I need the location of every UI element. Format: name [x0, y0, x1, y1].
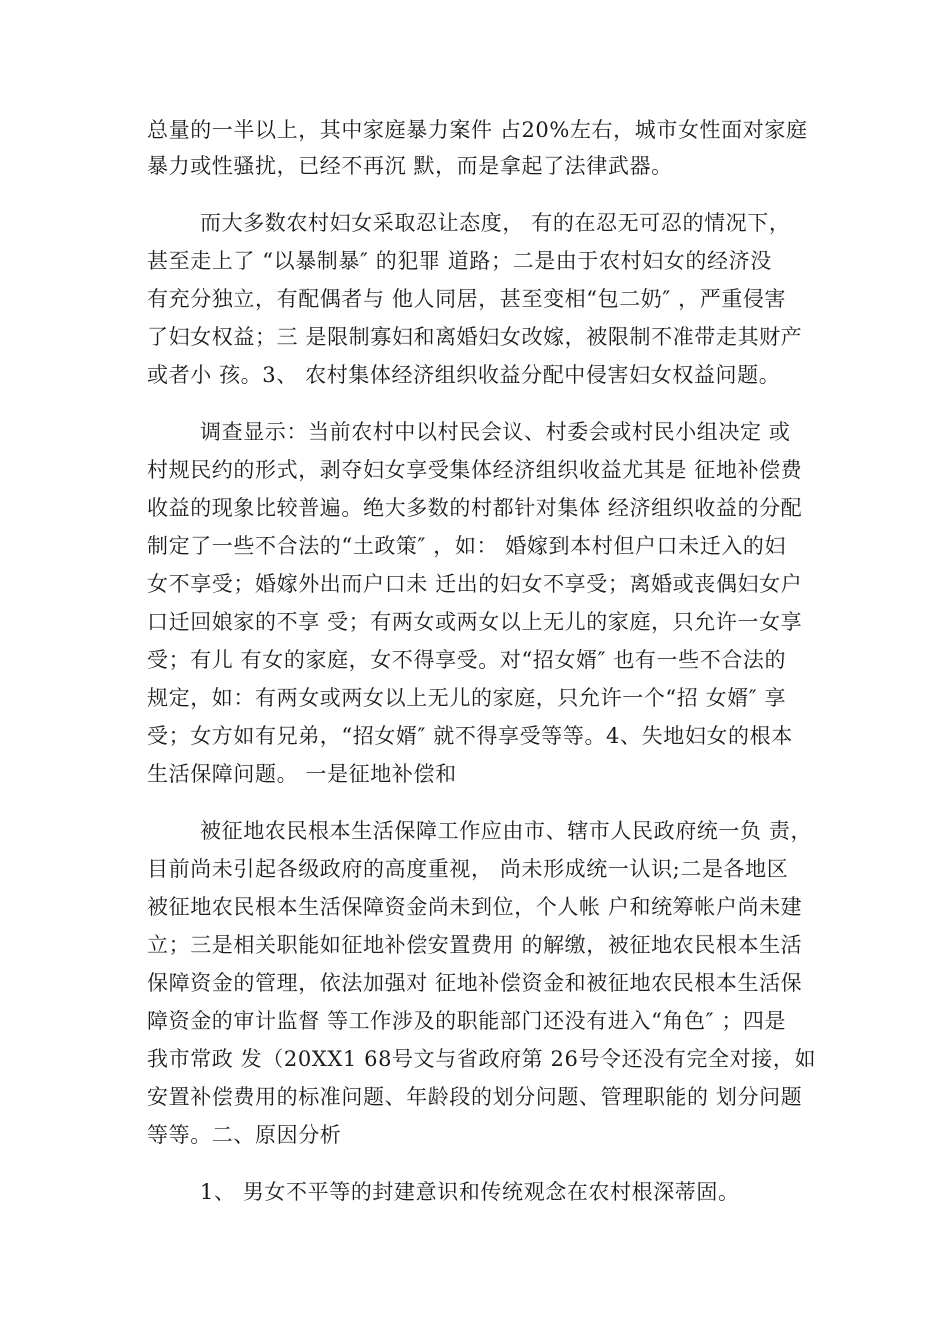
text-line: 被征地农民根本生活保障工作应由市、辖市人民政府统一负 责， — [200, 819, 813, 843]
text-line: 等等。二、原因分析 — [147, 1123, 342, 1147]
text-line: 立；三是相关职能如征地补偿安置费用 的解缴，被征地农民根本生活 — [147, 933, 803, 957]
text-line: 障资金的审计监督 等工作涉及的职能部门还没有进入“角色″ ；四是 — [147, 1009, 787, 1033]
text-line: 口迁回娘家的不享 受；有两女或两女以上无儿的家庭，只允许一女享 — [147, 610, 803, 634]
text-line: 制定了一些不合法的“土政策″ ，如： 婚嫁到本村但户口未迁入的妇 — [147, 534, 787, 558]
text-line: 我市常政 发（20XX1 68号文与省政府第 26号令还没有完全对接，如 — [147, 1047, 817, 1071]
text-line: 有充分独立，有配偶者与 他人同居，甚至变相“包二奶″ ，严重侵害 — [147, 287, 787, 311]
text-line: 收益的现象比较普遍。绝大多数的村都针对集体 经济组织收益的分配 — [147, 496, 803, 520]
text-line: 目前尚未引起各级政府的高度重视， 尚未形成统一认识;二是各地区 — [147, 857, 789, 881]
text-line: 规定，如：有两女或两女以上无儿的家庭，只允许一个“招 女婿″ 享 — [147, 686, 787, 710]
text-line: 了妇女权益；三 是限制寡妇和离婚妇女改嫁，被限制不准带走其财产 — [147, 325, 803, 349]
text-line: 调查显示：当前农村中以村民会议、村委会或村民小组决定 或 — [200, 420, 791, 444]
text-line: 暴力或性骚扰，已经不再沉 默，而是拿起了法律武器。 — [147, 154, 673, 178]
text-line: 安置补偿费用的标准问题、年龄段的划分问题、管理职能的 划分问题 — [147, 1085, 803, 1109]
text-line: 保障资金的管理，依法加强对 征地补偿资金和被征地农民根本生活保 — [147, 971, 803, 995]
text-line: 总量的一半以上，其中家庭暴力案件 占20%左右，城市女性面对家庭 — [147, 118, 808, 142]
text-line: 生活保障问题。 一是征地补偿和 — [147, 762, 457, 786]
text-line: 或者小 孩。3、 农村集体经济组织收益分配中侵害妇女权益问题。 — [147, 363, 781, 387]
text-line: 受；女方如有兄弟，“招女婿″ 就不得享受等等。4、失地妇女的根本 — [147, 724, 793, 748]
text-line: 甚至走上了 “以暴制暴″ 的犯罪 道路；二是由于农村妇女的经济没 — [147, 249, 772, 273]
text-line: 被征地农民根本生活保障资金尚未到位，个人帐 户和统筹帐户尚未建 — [147, 895, 803, 919]
text-line: 受；有儿 有女的家庭，女不得享受。对“招女婿″ 也有一些不合法的 — [147, 648, 787, 672]
text-line: 女不享受；婚嫁外出而户口未 迁出的妇女不享受；离婚或丧偶妇女户 — [147, 572, 803, 596]
text-line: 1、 男女不平等的封建意识和传统观念在农村根深蒂固。 — [200, 1180, 740, 1204]
text-line: 而大多数农村妇女采取忍让态度， 有的在忍无可忍的情况下， — [200, 211, 791, 235]
text-line: 村规民约的形式，剥夺妇女享受集体经济组织收益尤其是 征地补偿费 — [147, 458, 803, 482]
